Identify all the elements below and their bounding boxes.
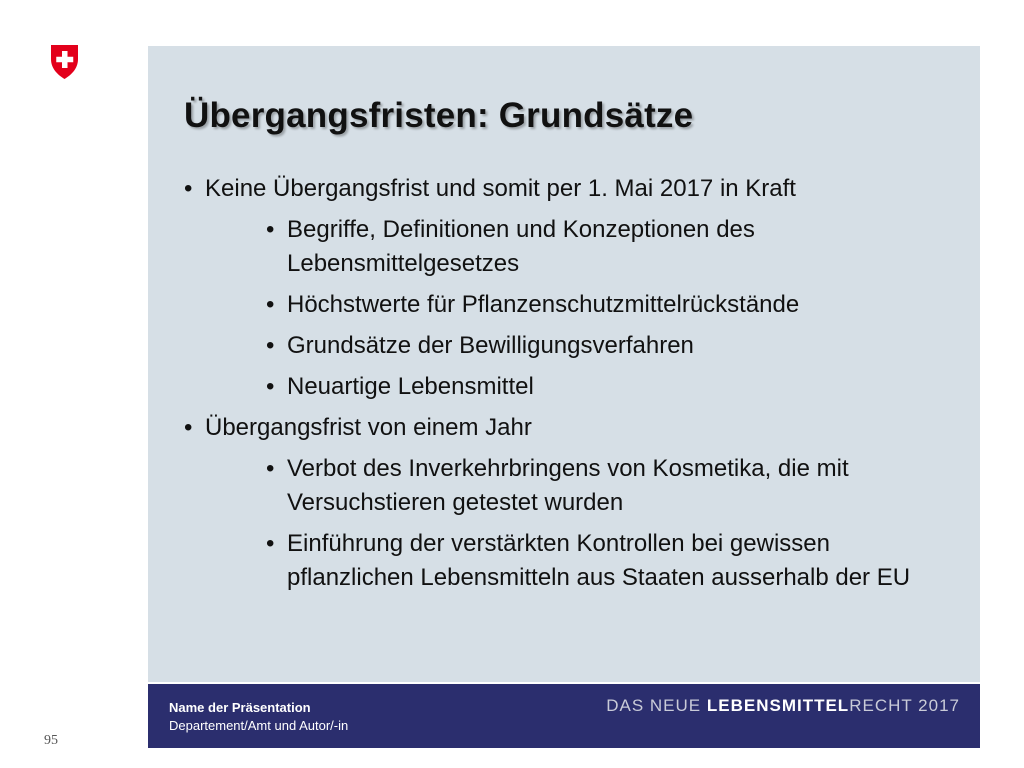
bullet-icon: • xyxy=(266,455,275,482)
department-author: Departement/Amt und Autor/-in xyxy=(169,718,349,733)
bullet-level2 xyxy=(148,213,980,281)
bullet-text: Höchstwerte für Pflanzenschutzmittelrückstände xyxy=(287,291,800,318)
bullet-icon: • xyxy=(266,332,275,359)
bullet-icon: • xyxy=(266,530,275,557)
bullet-text: Keine Übergangsfrist und somit per 1. Mai 2017 in Kraft xyxy=(205,175,796,202)
bullet-level2 xyxy=(148,370,980,404)
footer-bar xyxy=(148,684,980,748)
brand-wordmark xyxy=(606,696,960,716)
bullet-text: Einführung der verstärkten Kontrollen bei gewissen pflanzlichen Lebensmitteln aus Staaten ausserhalb der EU xyxy=(287,530,911,591)
bullet-icon: • xyxy=(266,216,275,243)
page-number: 95 xyxy=(44,733,58,748)
bullet-icon: • xyxy=(266,373,275,400)
slide-title: Übergangsfristen: Grundsätze xyxy=(184,96,694,135)
bullet-level1 xyxy=(148,411,980,445)
brand-bold: LEBENSMITTEL xyxy=(706,696,850,715)
bullet-text: Grundsätze der Bewilligungsverfahren xyxy=(287,332,694,359)
bullet-level1 xyxy=(148,172,980,206)
bullet-icon: • xyxy=(184,175,193,202)
bullet-level2 xyxy=(148,329,980,363)
swiss-cross-icon xyxy=(49,44,80,80)
presentation-name: Name der Präsentation xyxy=(169,700,311,715)
bullet-level2 xyxy=(148,527,980,595)
brand-prefix: DAS NEUE xyxy=(606,696,707,715)
bullet-list xyxy=(148,172,980,602)
brand-suffix: RECHT 2017 xyxy=(849,696,960,715)
bullet-text: Verbot des Inverkehrbringens von Kosmetika, die mit Versuchstieren getestet wurden xyxy=(287,455,849,516)
bullet-text: Übergangsfrist von einem Jahr xyxy=(205,414,532,441)
slide-panel xyxy=(148,46,980,682)
bullet-text: Begriffe, Definitionen und Konzeptionen des Lebensmittelgesetzes xyxy=(287,216,755,277)
bullet-level2 xyxy=(148,452,980,520)
bullet-level2 xyxy=(148,288,980,322)
bullet-icon: • xyxy=(266,291,275,318)
bullet-icon: • xyxy=(184,414,193,441)
bullet-text: Neuartige Lebensmittel xyxy=(287,373,534,400)
